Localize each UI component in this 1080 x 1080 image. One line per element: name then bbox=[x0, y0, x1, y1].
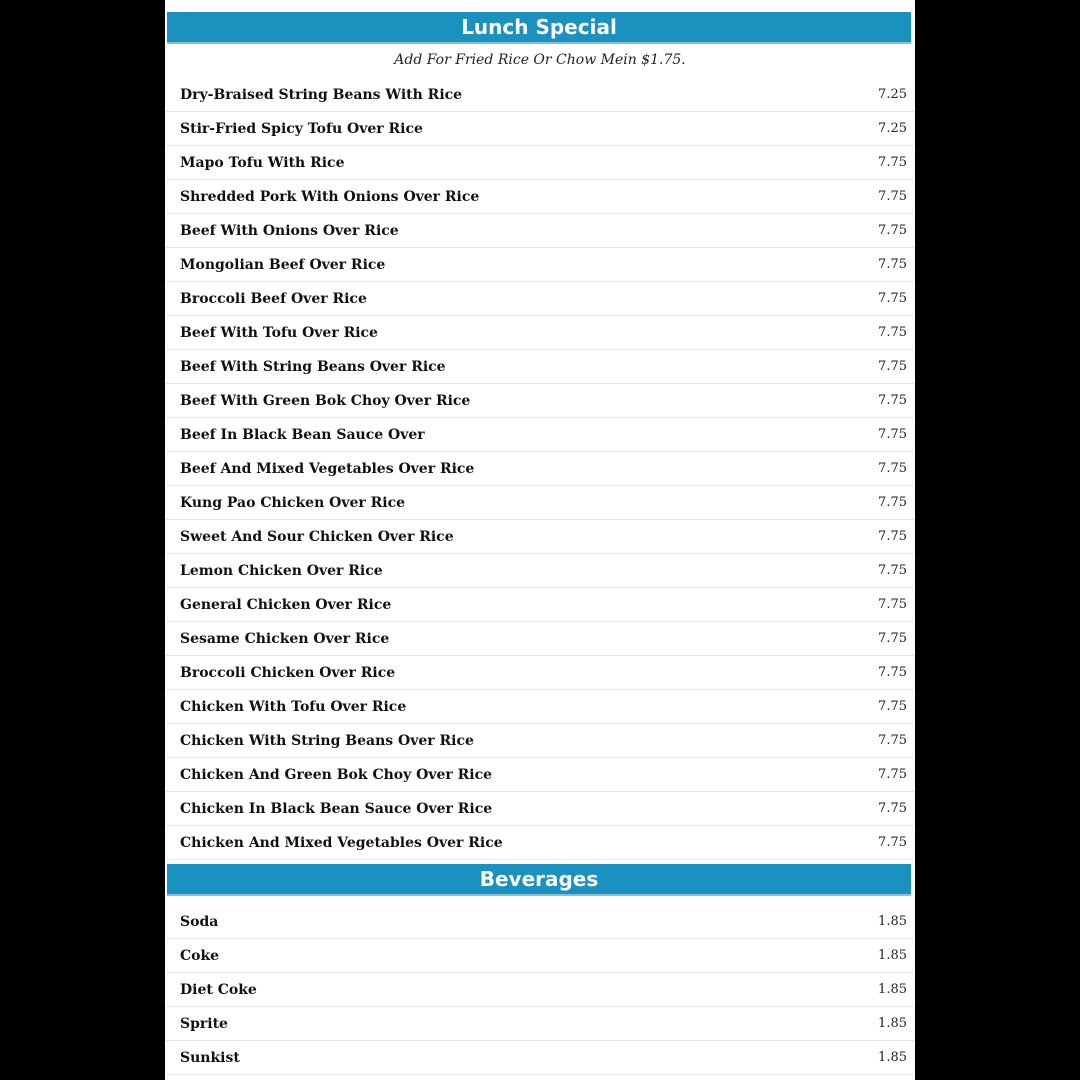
menu-item-price: 7.75 bbox=[878, 359, 907, 374]
menu-item-name: Beef And Mixed Vegetables Over Rice bbox=[180, 460, 475, 477]
menu-item-name: Stir-Fried Spicy Tofu Over Rice bbox=[180, 120, 423, 137]
menu-item-row[interactable] bbox=[165, 826, 915, 860]
menu-item-row[interactable] bbox=[165, 350, 915, 384]
menu-page bbox=[165, 0, 915, 1080]
menu-item-row[interactable] bbox=[165, 1041, 915, 1075]
menu-item-price: 7.75 bbox=[878, 155, 907, 170]
menu-item-row[interactable] bbox=[165, 724, 915, 758]
menu-item-name: Beef With String Beans Over Rice bbox=[180, 358, 446, 375]
menu-item-row[interactable] bbox=[165, 78, 915, 112]
menu-item-name: Soda bbox=[180, 913, 219, 930]
menu-item-name: Lemon Chicken Over Rice bbox=[180, 562, 383, 579]
menu-item-row[interactable] bbox=[165, 792, 915, 826]
menu-item-row[interactable] bbox=[165, 146, 915, 180]
menu-item-price: 1.85 bbox=[878, 914, 907, 929]
menu-item-name: Mapo Tofu With Rice bbox=[180, 154, 345, 171]
menu-item-row[interactable] bbox=[165, 282, 915, 316]
menu-item-price: 7.75 bbox=[878, 801, 907, 816]
menu-item-row[interactable] bbox=[165, 656, 915, 690]
menu-item-row[interactable] bbox=[165, 248, 915, 282]
lunch-special-header bbox=[167, 12, 911, 42]
menu-item-row[interactable] bbox=[165, 520, 915, 554]
menu-item-row[interactable] bbox=[165, 758, 915, 792]
menu-item-price: 1.85 bbox=[878, 1050, 907, 1065]
menu-item-price: 7.75 bbox=[878, 529, 907, 544]
menu-item-name: Diet Coke bbox=[180, 981, 257, 998]
menu-item-name: Beef In Black Bean Sauce Over bbox=[180, 426, 425, 443]
menu-item-name: Coke bbox=[180, 947, 220, 964]
menu-item-price: 7.75 bbox=[878, 665, 907, 680]
menu-item-row[interactable] bbox=[165, 622, 915, 656]
menu-item-row[interactable] bbox=[165, 905, 915, 939]
menu-item-row[interactable] bbox=[165, 588, 915, 622]
menu-item-name: Chicken In Black Bean Sauce Over Rice bbox=[180, 800, 493, 817]
menu-item-name: Beef With Tofu Over Rice bbox=[180, 324, 378, 341]
menu-item-row[interactable] bbox=[165, 486, 915, 520]
menu-item-price: 7.75 bbox=[878, 291, 907, 306]
menu-item-price: 7.75 bbox=[878, 495, 907, 510]
menu-item-price: 7.75 bbox=[878, 699, 907, 714]
menu-item-price: 7.25 bbox=[878, 121, 907, 136]
lunch-special-note: Add For Fried Rice Or Chow Mein $1.75. bbox=[394, 52, 686, 68]
section-title: Beverages bbox=[479, 867, 599, 891]
beverages-header bbox=[167, 864, 911, 894]
menu-item-price: 7.75 bbox=[878, 597, 907, 612]
menu-item-name: Broccoli Beef Over Rice bbox=[180, 290, 367, 307]
menu-item-name: Chicken And Mixed Vegetables Over Rice bbox=[180, 834, 503, 851]
menu-item-row[interactable] bbox=[165, 384, 915, 418]
menu-item-price: 7.75 bbox=[878, 189, 907, 204]
menu-item-name: Sweet And Sour Chicken Over Rice bbox=[180, 528, 454, 545]
menu-item-price: 7.75 bbox=[878, 257, 907, 272]
menu-item-name: Sunkist bbox=[180, 1049, 240, 1066]
menu-item-price: 7.75 bbox=[878, 393, 907, 408]
menu-item-price: 7.75 bbox=[878, 767, 907, 782]
menu-item-row[interactable] bbox=[165, 690, 915, 724]
menu-item-price: 1.85 bbox=[878, 948, 907, 963]
menu-item-price: 7.25 bbox=[878, 87, 907, 102]
menu-item-name: Broccoli Chicken Over Rice bbox=[180, 664, 396, 681]
menu-item-row[interactable] bbox=[165, 452, 915, 486]
menu-item-price: 1.85 bbox=[878, 982, 907, 997]
menu-item-price: 1.85 bbox=[878, 1016, 907, 1031]
menu-item-name: Chicken And Green Bok Choy Over Rice bbox=[180, 766, 493, 783]
menu-item-row[interactable] bbox=[165, 112, 915, 146]
menu-item-price: 7.75 bbox=[878, 325, 907, 340]
menu-item-price: 7.75 bbox=[878, 733, 907, 748]
menu-item-row[interactable] bbox=[165, 939, 915, 973]
menu-item-name: General Chicken Over Rice bbox=[180, 596, 392, 613]
menu-item-row[interactable] bbox=[165, 1007, 915, 1041]
menu-item-price: 7.75 bbox=[878, 427, 907, 442]
menu-item-row[interactable] bbox=[165, 973, 915, 1007]
menu-item-name: Shredded Pork With Onions Over Rice bbox=[180, 188, 480, 205]
menu-item-name: Chicken With String Beans Over Rice bbox=[180, 732, 474, 749]
menu-item-row[interactable] bbox=[165, 418, 915, 452]
beverages-list bbox=[165, 905, 915, 1075]
menu-item-name: Chicken With Tofu Over Rice bbox=[180, 698, 407, 715]
lunch-special-list bbox=[165, 78, 915, 860]
menu-item-row[interactable] bbox=[165, 180, 915, 214]
menu-item-price: 7.75 bbox=[878, 563, 907, 578]
menu-item-price: 7.75 bbox=[878, 223, 907, 238]
menu-item-name: Dry-Braised String Beans With Rice bbox=[180, 86, 463, 103]
menu-item-name: Beef With Green Bok Choy Over Rice bbox=[180, 392, 471, 409]
menu-item-row[interactable] bbox=[165, 316, 915, 350]
menu-item-price: 7.75 bbox=[878, 631, 907, 646]
menu-item-price: 7.75 bbox=[878, 461, 907, 476]
menu-item-name: Mongolian Beef Over Rice bbox=[180, 256, 386, 273]
menu-item-row[interactable] bbox=[165, 214, 915, 248]
menu-item-name: Sprite bbox=[180, 1015, 228, 1032]
menu-item-row[interactable] bbox=[165, 554, 915, 588]
menu-item-name: Kung Pao Chicken Over Rice bbox=[180, 494, 406, 511]
menu-item-price: 7.75 bbox=[878, 835, 907, 850]
menu-item-name: Beef With Onions Over Rice bbox=[180, 222, 399, 239]
section-title: Lunch Special bbox=[461, 15, 617, 39]
menu-item-name: Sesame Chicken Over Rice bbox=[180, 630, 390, 647]
